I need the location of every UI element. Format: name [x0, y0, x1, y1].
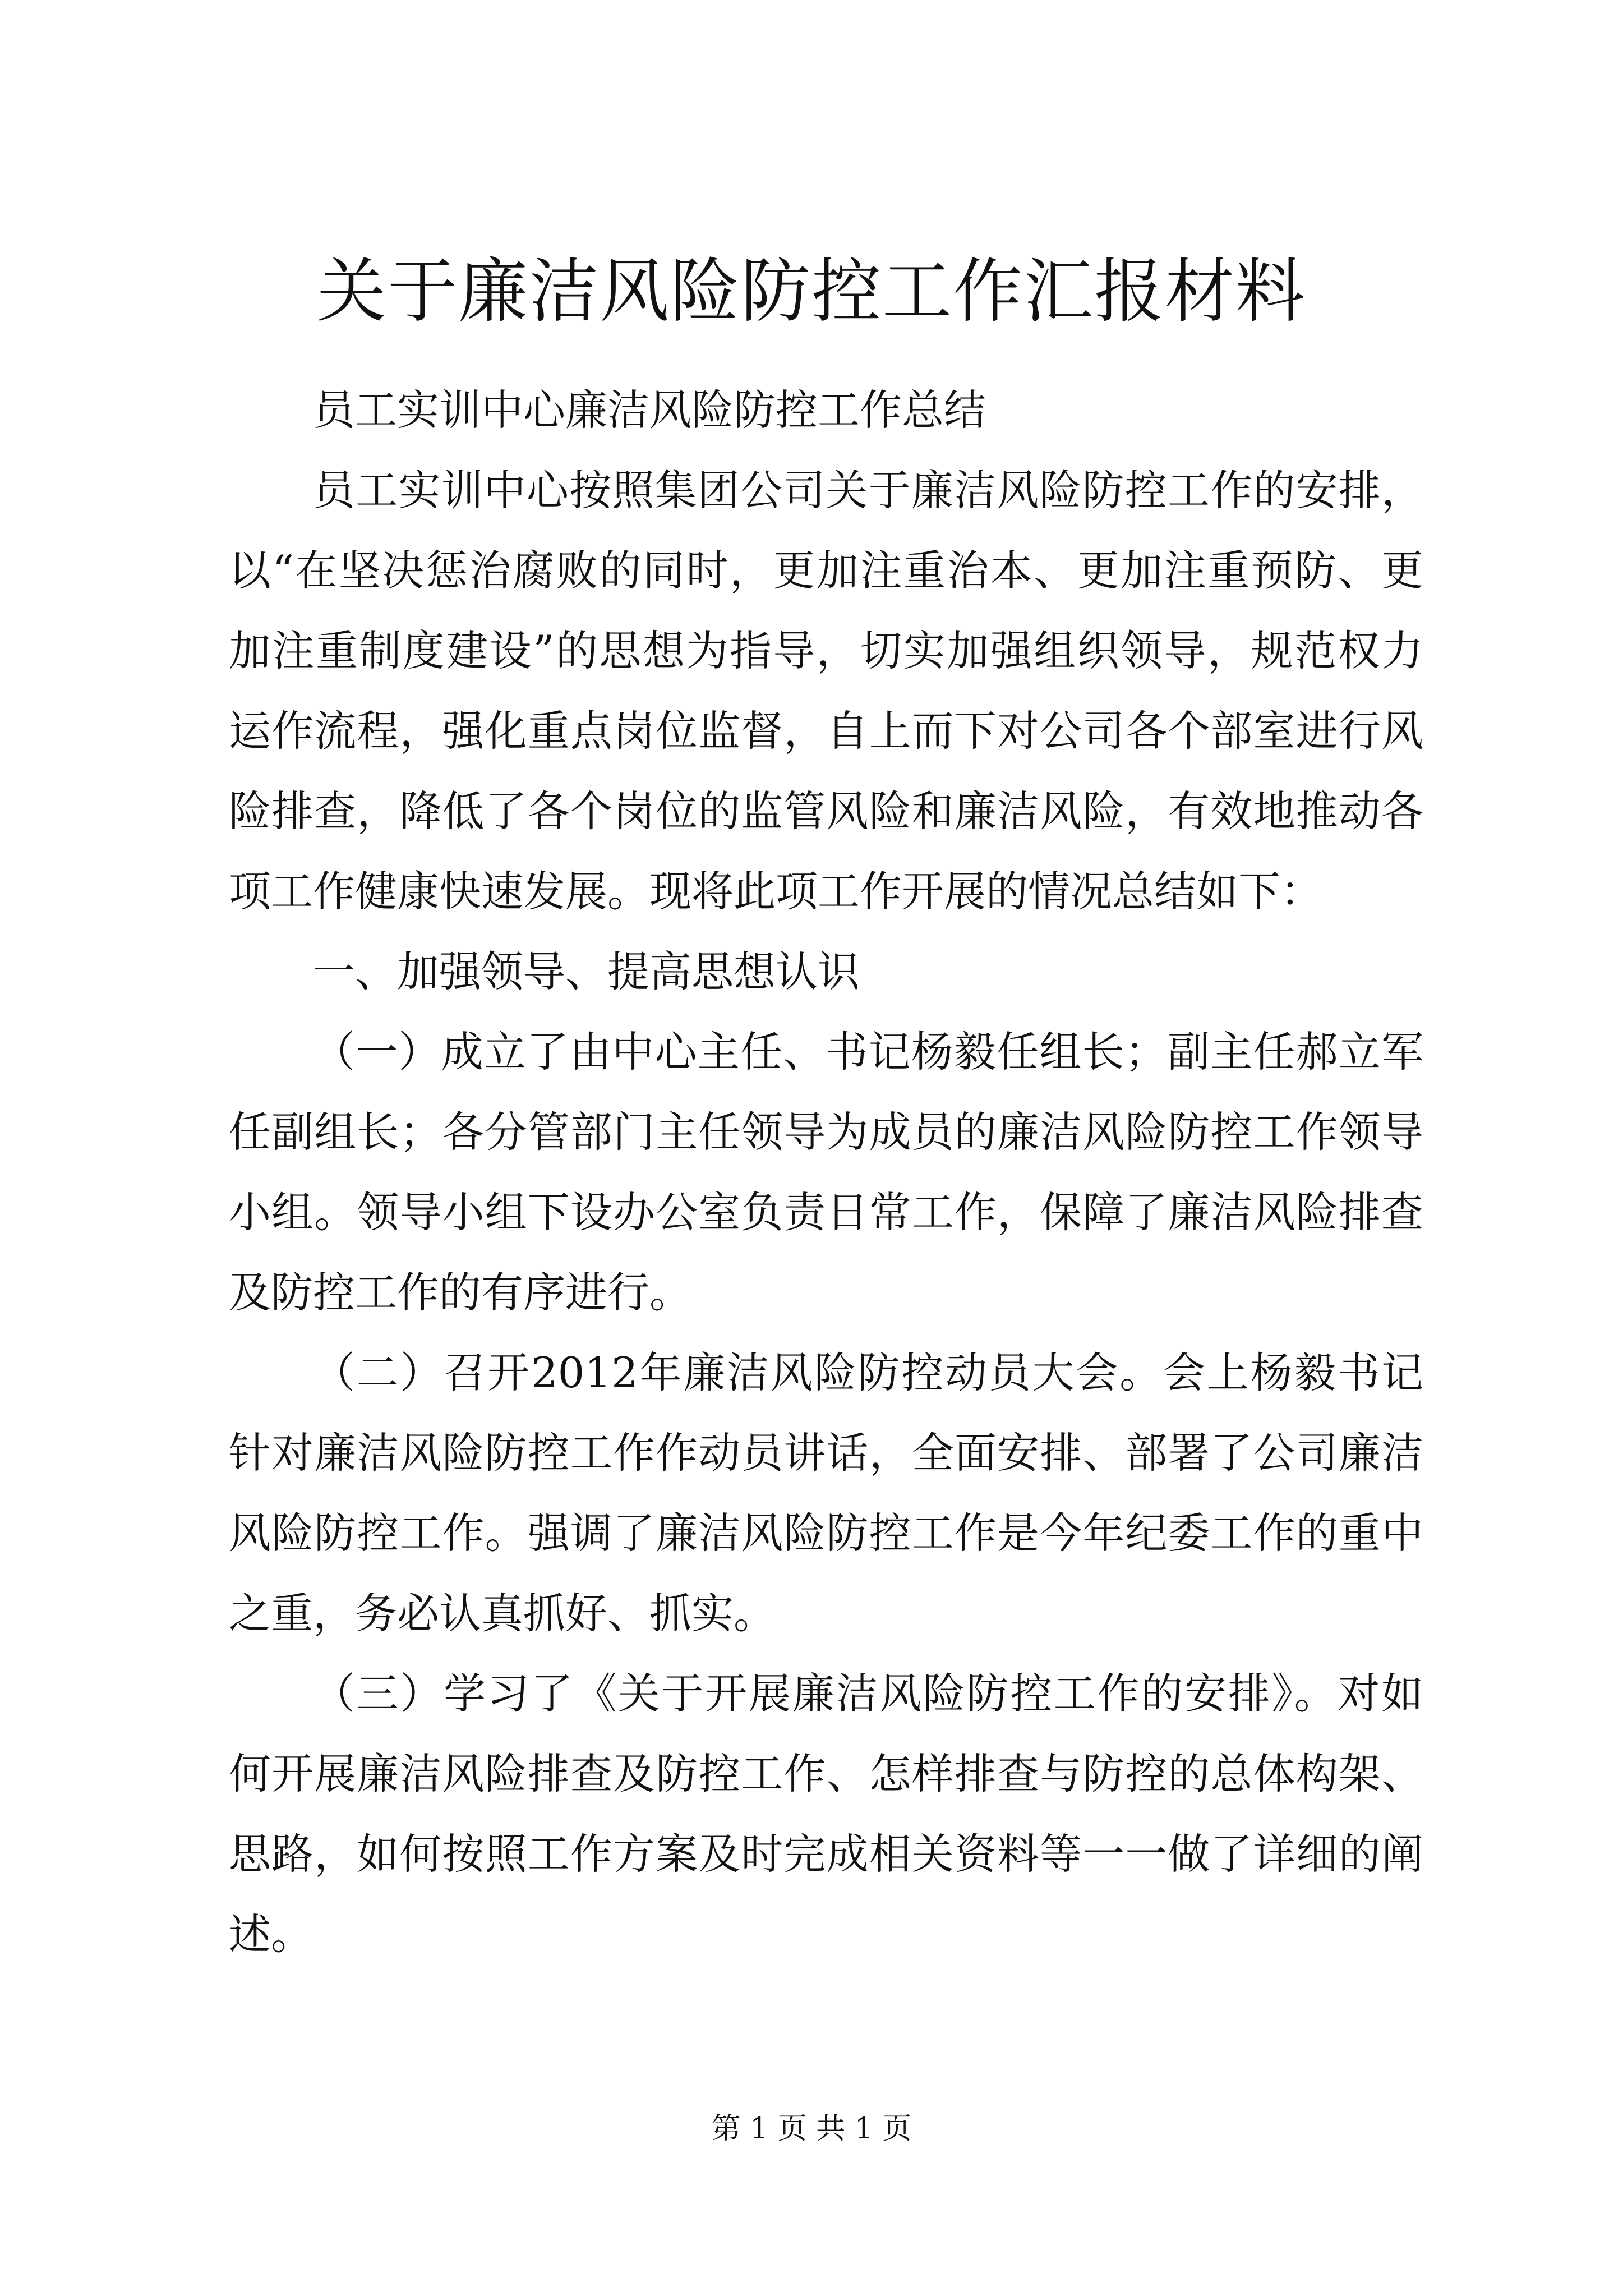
paragraph-item-2: （二）召开2012年廉洁风险防控动员大会。会上杨毅书记针对廉洁风险防控工作作动员讲话，全面安排、部署了公司廉洁风险防控工作。强调了廉洁风险防控工作是今年纪委工作的重中之重，务必认真抓好、抓实。: [229, 1348, 1423, 1638]
document-title: 关于廉洁风险防控工作汇报材料: [316, 251, 1306, 332]
section-heading-1: 一、加强领导、提高思想认识: [313, 947, 860, 996]
document-subtitle: 员工实训中心廉洁风险防控工作总结: [313, 385, 986, 435]
page-footer: 第 1 页 共 1 页: [711, 2112, 912, 2146]
paragraph-item-3: （三）学习了《关于开展廉洁风险防控工作的安排》。对如何开展廉洁风险排查及防控工作、怎样排查与防控的总体构架、思路，如何按照工作方案及时完成相关资料等一一做了详细的阐述。: [229, 1669, 1423, 1959]
paragraph-intro: 员工实训中心按照集团公司关于廉洁风险防控工作的安排，以“在坚决惩治腐败的同时，更加注重治本、更加注重预防、更加注重制度建设”的思想为指导，切实加强组织领导，规范权力运作流程，强化重点岗位监督，自上而下对公司各个部室进行风险排查，降低了各个岗位的监管风险和廉洁风险，有效地推动各项工作健康快速发展。现将此项工作开展的情况总结如下：: [229, 466, 1423, 916]
paragraph-item-1: （一）成立了由中心主任、书记杨毅任组长；副主任郝立军任副组长；各分管部门主任领导为成员的廉洁风险防控工作领导小组。领导小组下设办公室负责日常工作，保障了廉洁风险排查及防控工作的有序进行。: [229, 1027, 1423, 1317]
document-body: [229, 370, 1423, 1975]
